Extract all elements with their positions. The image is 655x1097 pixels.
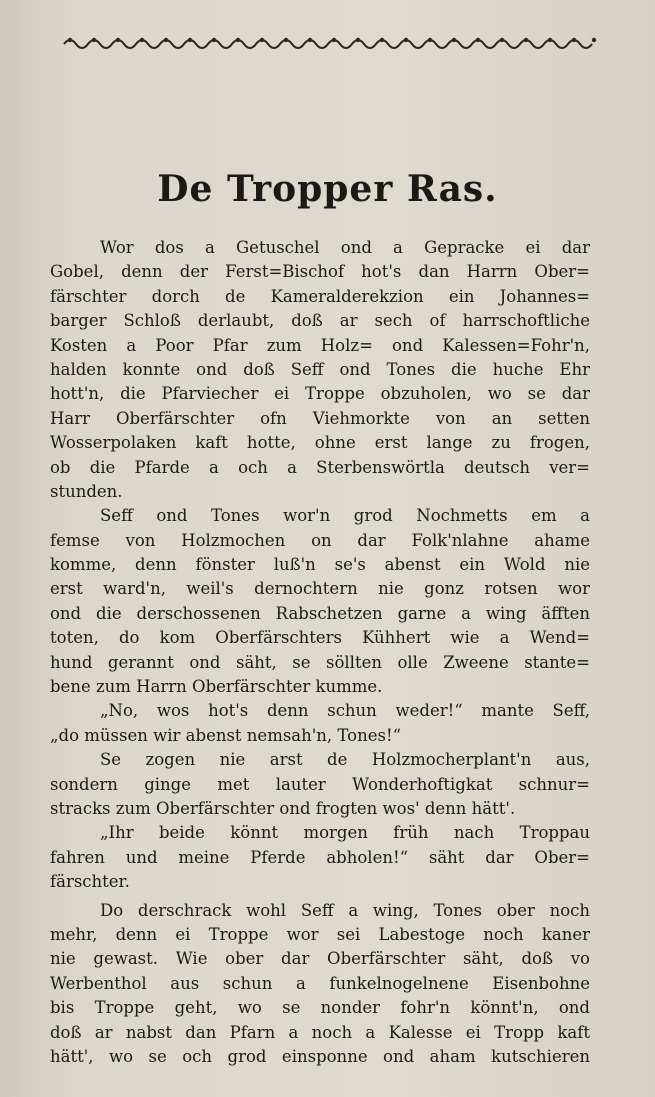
text-line: Wosserpolaken kaft hotte, ohne erst lange zu frogen, <box>50 433 590 453</box>
text-line: bene zum Harrn Oberfärschter kumme. <box>50 677 383 697</box>
text-line: ond die derschossenen Rabschetzen garne a wing äfften <box>50 603 590 623</box>
text-line: doß ar nabst dan Pfarn a noch a Kalesse ei Tropp kaft <box>50 1022 590 1042</box>
text-line: hund gerannt ond säht, se söllten olle Zweene stante= <box>50 652 590 672</box>
text-line: fahren und meine Pferde abholen!“ säht dar Ober= <box>50 847 590 867</box>
text-line: Wor dos a Getuschel ond a Gepracke ei dar <box>100 238 590 257</box>
text-line: färschter dorch de Kameralderekzion ein Johannes= <box>50 286 590 306</box>
text-line: barger Schloß derlaubt, doß ar sech of harrschoftliche <box>50 311 590 331</box>
text-line: ob die Pfarde a och a Sterbenswörtla deutsch ver= <box>50 457 590 477</box>
text-line: bis Troppe geht, wo se nonder fohr'n könnt'n, ond <box>50 998 590 1018</box>
text-line: „do müssen wir abenst nemsah'n, Tones!“ <box>50 725 402 745</box>
text-line: Seff ond Tones wor'n grod Nochmetts em a <box>100 506 590 526</box>
ornament-border-icon <box>60 30 600 54</box>
text-line: hätt', wo se och grod einsponne ond aham kutschieren <box>50 1046 590 1066</box>
text-line: hott'n, die Pfarviecher ei Troppe obzuholen, wo se dar <box>50 384 590 404</box>
text-line: Werbenthol aus schun a funkelnogelnene Eisenbohne <box>50 973 590 993</box>
text-line: femse von Holzmochen on dar Folk'nlahne ahame <box>50 530 590 550</box>
text-line: nie gewast. Wie ober dar Oberfärschter säht, doß vo <box>50 949 590 969</box>
story-text <box>50 236 590 1069</box>
text-line: Gobel, denn der Ferst=Bischof hot's dan Harrn Ober= <box>50 262 590 282</box>
text-line: erst ward'n, weil's dernochtern nie gonz rotsen wor <box>50 579 590 599</box>
page-title: De Tropper Ras. <box>157 168 498 210</box>
text-line: sondern ginge met lauter Wonderhoftigkat schnur= <box>50 774 590 794</box>
text-line: toten, do kom Oberfärschters Kühhert wie a Wend= <box>50 628 590 648</box>
text-line: „No, wos hot's denn schun weder!“ mante Seff, <box>100 701 590 721</box>
text-line: färschter. <box>50 872 130 892</box>
text-line: Se zogen nie arst de Holzmocherplant'n aus, <box>100 750 590 770</box>
text-line: halden konnte ond doß Seff ond Tones die huche Ehr <box>50 359 590 379</box>
text-line: stracks zum Oberfärschter ond frogten wos' denn hätt'. <box>50 798 516 818</box>
text-line: Do derschrack wohl Seff a wing, Tones ober noch <box>100 900 590 920</box>
text-line: mehr, denn ei Troppe wor sei Labestoge noch kaner <box>50 924 590 944</box>
text-line: Harr Oberfärschter ofn Viehmorkte von an setten <box>50 408 590 428</box>
text-line: komme, denn fönster luß'n se's abenst ein Wold nie <box>50 555 590 575</box>
text-line: „Ihr beide könnt morgen früh nach Troppau <box>100 823 590 843</box>
text-line: Kosten a Poor Pfar zum Holz= ond Kalessen=Fohr'n, <box>50 335 590 355</box>
text-line: stunden. <box>50 481 123 501</box>
